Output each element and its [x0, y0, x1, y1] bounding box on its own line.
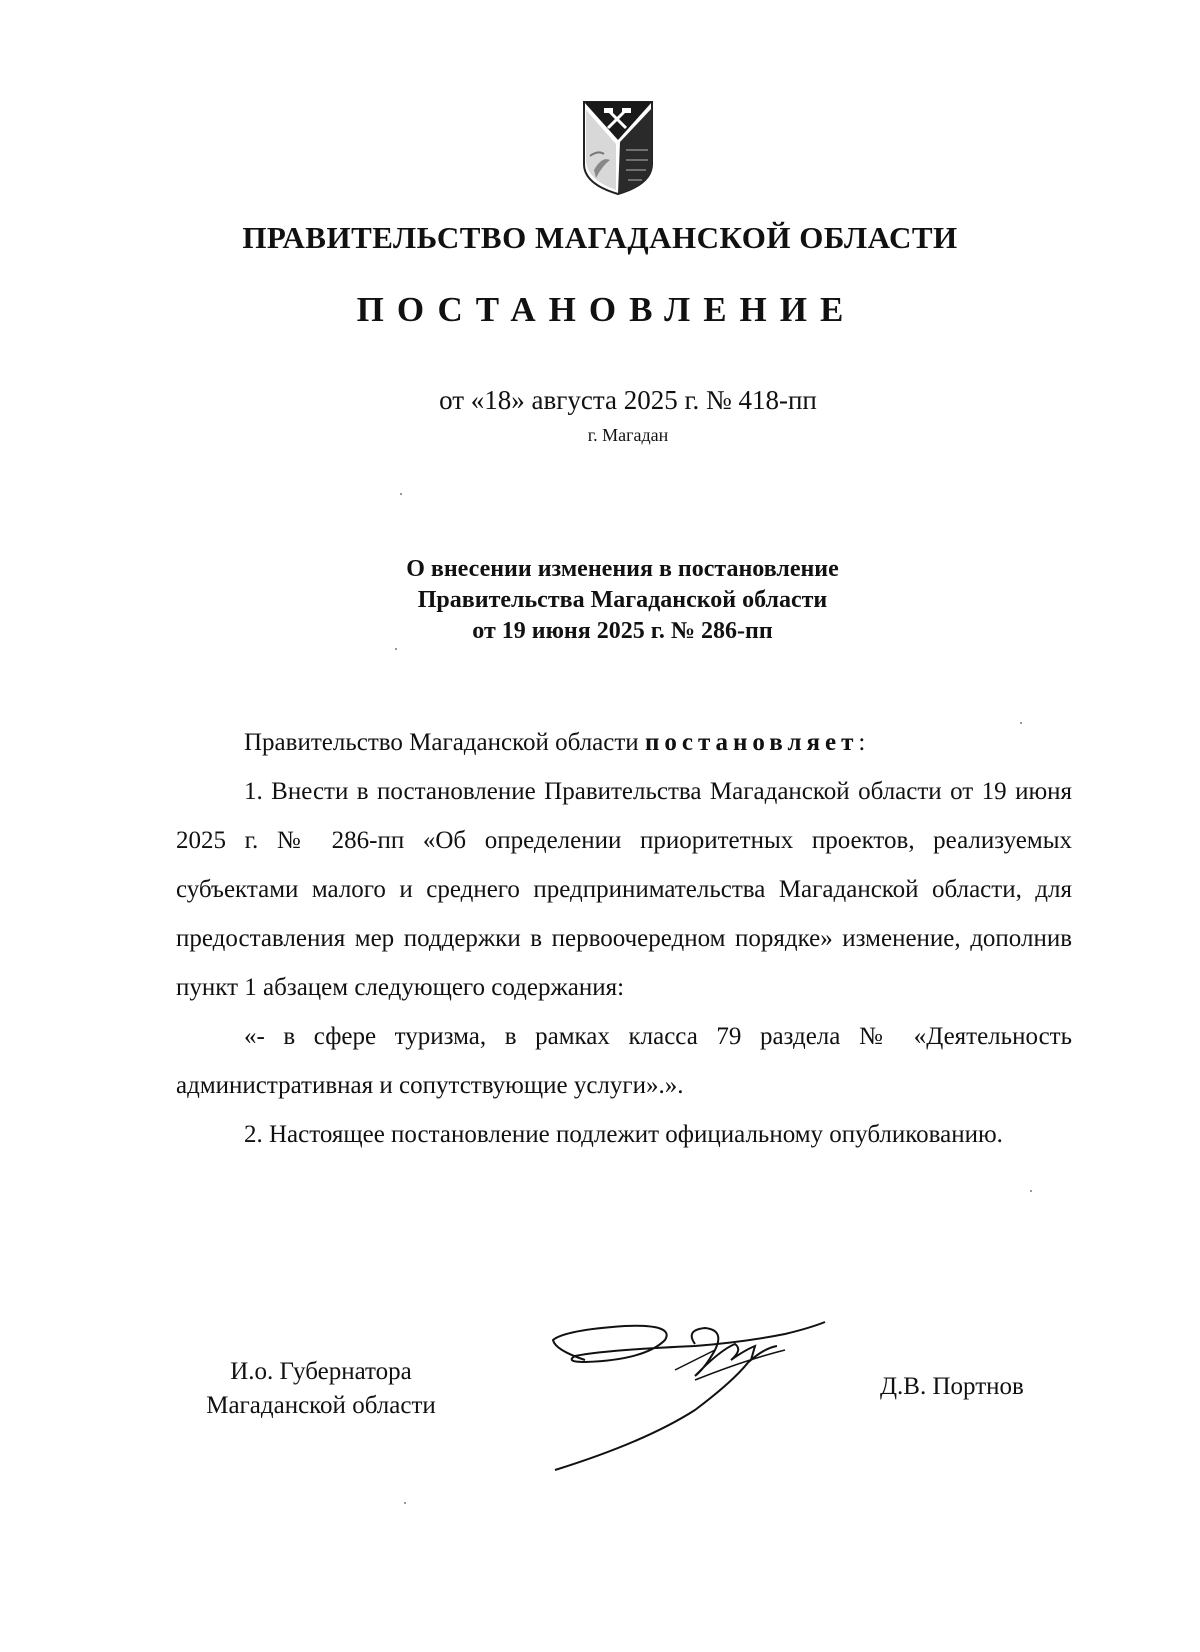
signature-icon: [545, 1320, 835, 1480]
preamble-verb: постановляет: [644, 729, 859, 756]
signatory-position-line-1: И.о. Губернатора: [230, 1358, 412, 1385]
scan-speck: [395, 648, 397, 650]
scan-speck: [404, 1502, 406, 1504]
signatory-position: [176, 1355, 466, 1423]
scan-speck: [1030, 1190, 1032, 1192]
preamble-colon: :: [858, 729, 866, 756]
item-1-paragraph: 1. Внести в постановление Правительства Магаданской области от 19 июня 2025 г. № 286-пп «Об определении приоритетных проектов, реализуемых субъектами малого и среднего предпринимательства Магаданской области, для предоставления мер поддержки в первоочередном порядке» изменение, дополнив пункт 1 абзацем следующего содержания:: [176, 778, 1072, 1001]
subject-line-3: от 19 июня 2025 г. № 286-пп: [472, 618, 773, 644]
government-title: ПРАВИТЕЛЬСТВО МАГАДАНСКОЙ ОБЛАСТИ: [242, 220, 958, 255]
signatory-name: Д.В. Портнов: [880, 1373, 1024, 1400]
quote-paragraph: «- в сфере туризма, в рамках класса 79 раздела № «Деятельность административная и сопутствующие услуги».».: [176, 1023, 1072, 1099]
item-2-paragraph: 2. Настоящее постановление подлежит официальному опубликованию.: [244, 1121, 1003, 1148]
scan-speck: [1020, 722, 1022, 724]
document-subject: [0, 554, 1200, 647]
scan-speck: [400, 493, 402, 495]
document-city: г. Магадан: [587, 425, 669, 445]
document-date-number: от «18» августа 2025 г. № 418-пп: [439, 385, 817, 415]
coat-of-arms-icon: [580, 100, 656, 196]
preamble-paragraph: [176, 718, 1072, 767]
document-type: ПОСТАНОВЛЕНИЕ: [356, 290, 857, 329]
subject-line-2: Правительства Магаданской области: [417, 587, 828, 613]
document-body: [176, 718, 1072, 1159]
signatory-position-line-2: Магаданской области: [206, 1392, 436, 1419]
preamble-text: Правительство Магаданской области: [244, 729, 639, 756]
subject-line-1: О внесении изменения в постановление: [406, 556, 839, 582]
